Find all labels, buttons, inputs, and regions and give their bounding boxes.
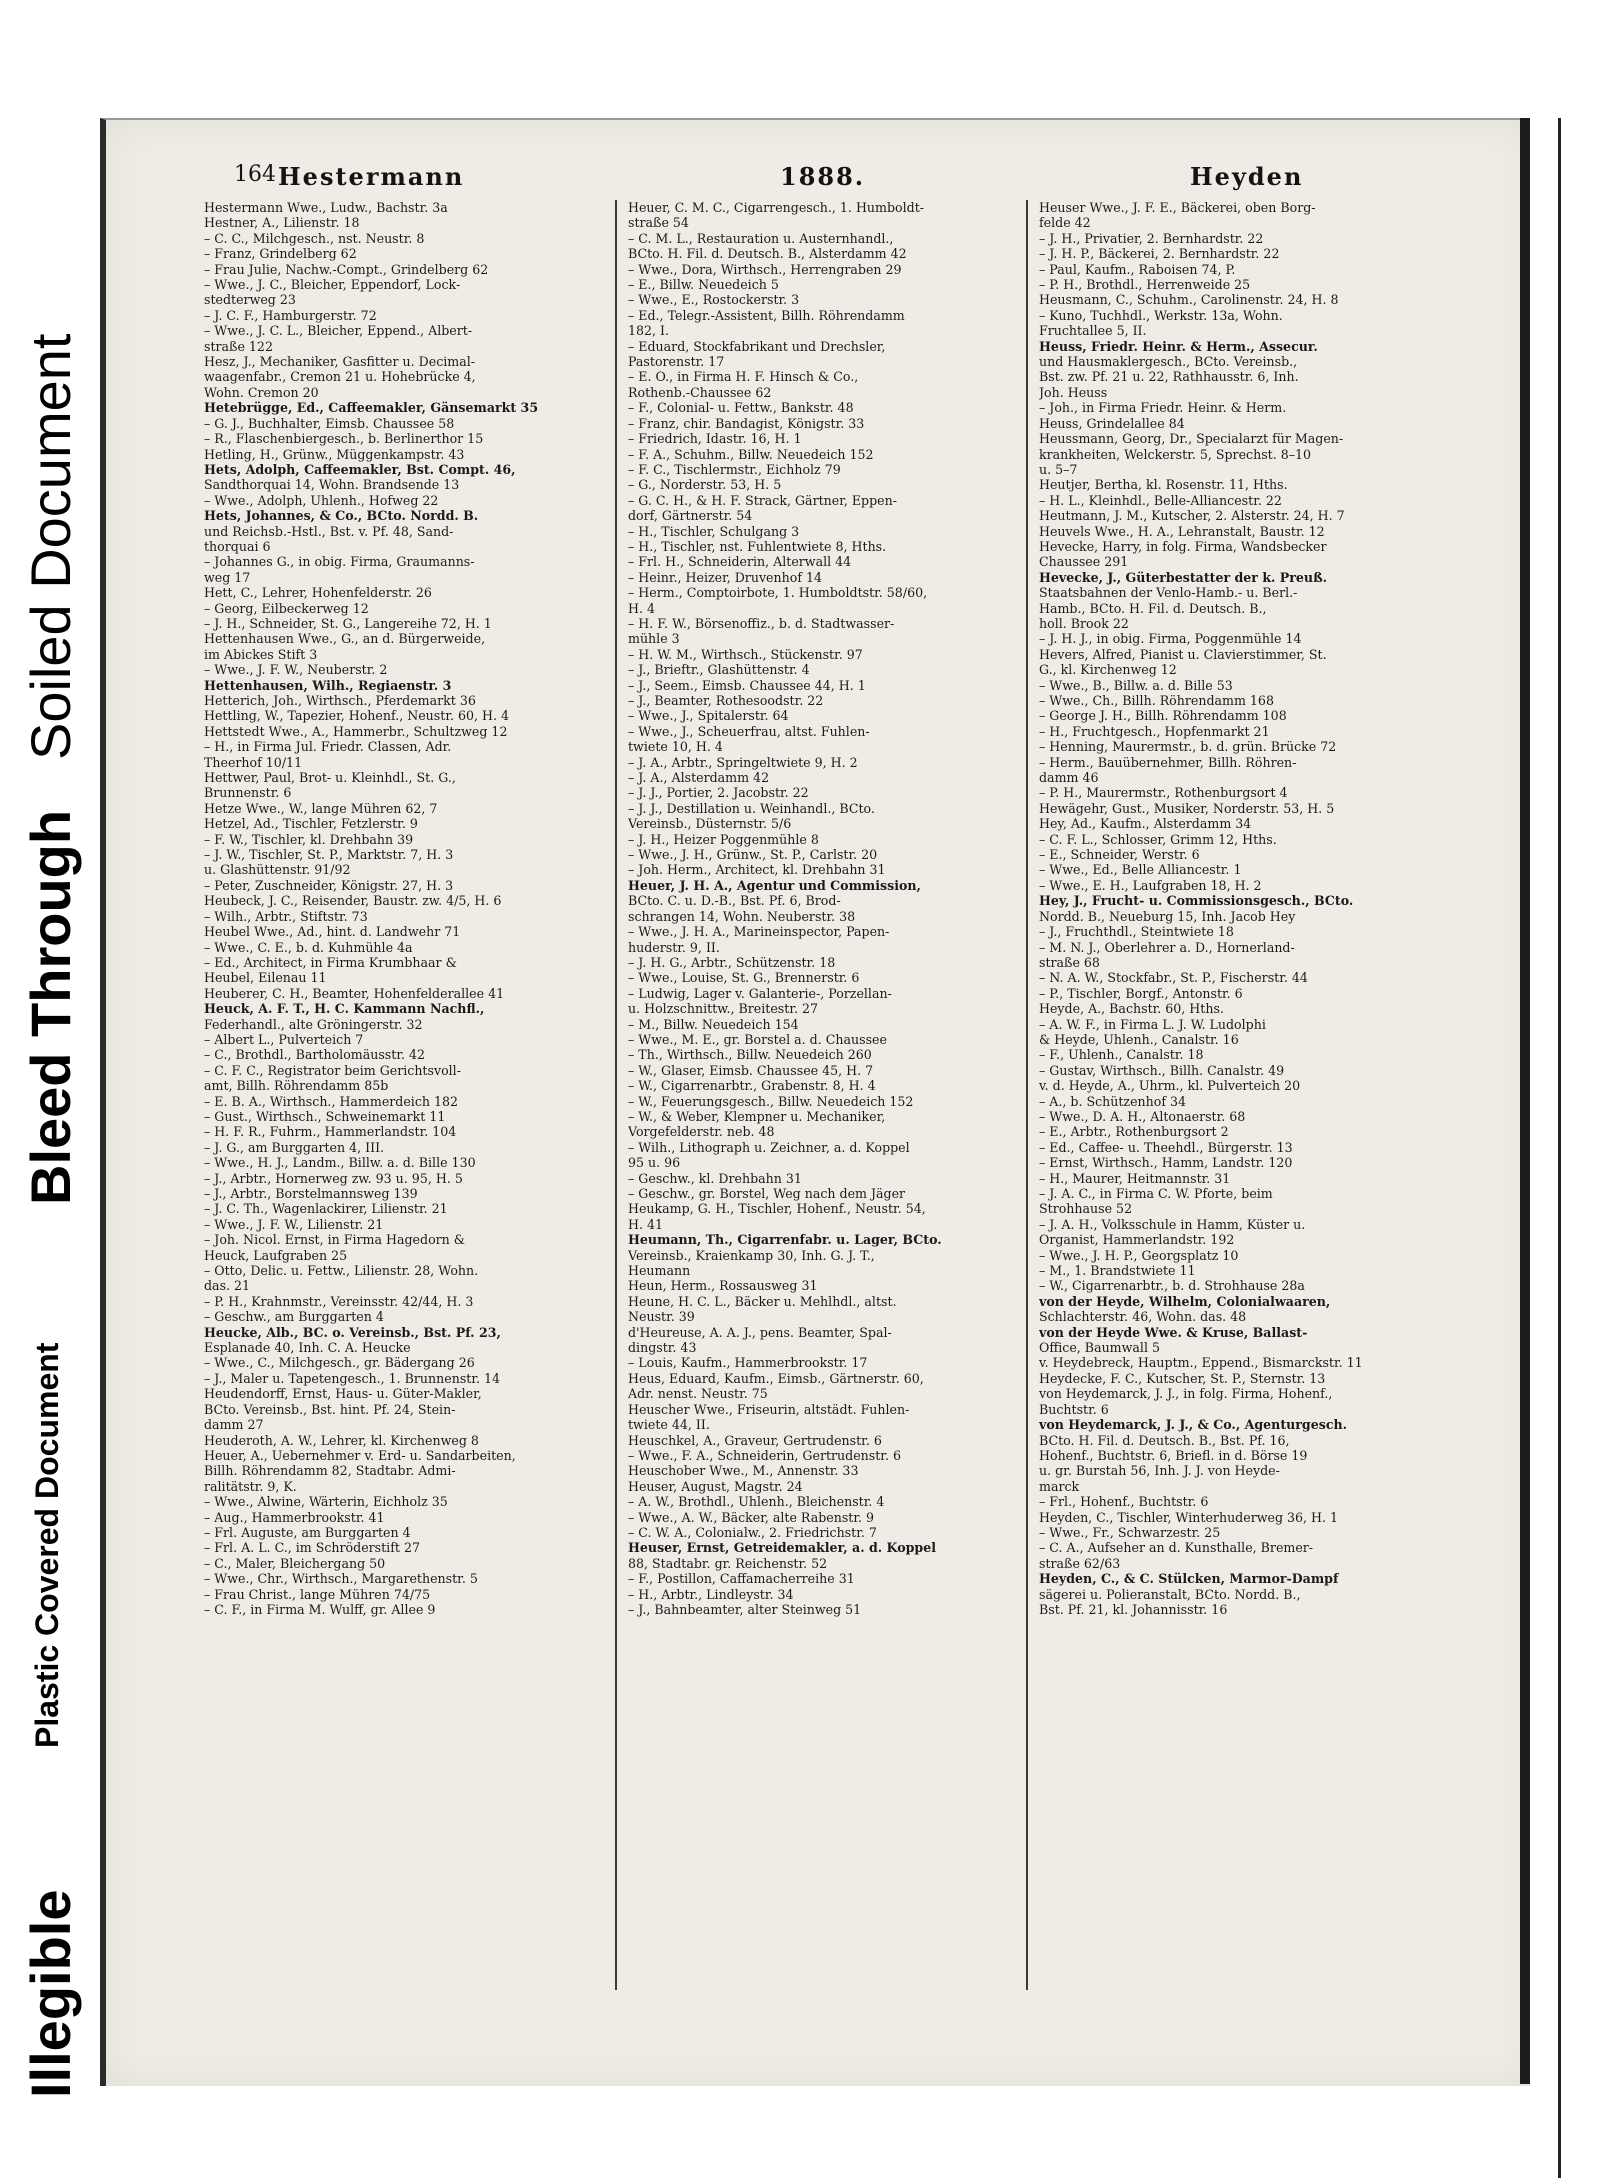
directory-entry: sägerei u. Polieranstalt, BCto. Nordd. B., — [1039, 1586, 1301, 1602]
directory-entry: – P., Tischler, Borgf., Antonstr. 6 — [1039, 985, 1243, 1001]
directory-entry: u. 5–7 — [1039, 461, 1078, 477]
directory-entry: u. Holzschnittw., Breitestr. 27 — [628, 1001, 818, 1017]
directory-entry: – Geschw., am Burggarten 4 — [204, 1309, 384, 1325]
directory-entry: Hets, Johannes, & Co., BCto. Nordd. B. — [204, 508, 479, 524]
directory-entry: – Wwe., Adolph, Uhlenh., Hofweg 22 — [204, 492, 439, 508]
directory-entry: ralitätstr. 9, K. — [204, 1478, 297, 1494]
column-rule — [1026, 200, 1028, 1990]
directory-entry: – M., Billw. Neuedeich 154 — [628, 1016, 799, 1032]
directory-entry: Hettenhausen, Wilh., Regiaenstr. 3 — [204, 677, 452, 693]
directory-entry: Heydecke, F. C., Kutscher, St. P., Sternstr. 13 — [1039, 1370, 1326, 1386]
directory-entry: – J. H. P., Bäckerei, 2. Bernhardstr. 22 — [1039, 246, 1280, 262]
directory-entry: – E., Schneider, Werstr. 6 — [1039, 847, 1200, 863]
directory-entry: Heuschober Wwe., M., Annenstr. 33 — [628, 1463, 859, 1479]
directory-entry: Heubeck, J. C., Reisender, Baustr. zw. 4/5, H. 6 — [204, 893, 502, 909]
directory-entry: – J., Beamter, Rothesoodstr. 22 — [628, 693, 824, 708]
page-header — [130, 160, 1304, 200]
directory-entry: – Frl. Auguste, am Burggarten 4 — [204, 1524, 411, 1540]
directory-entry: d'Heureuse, A. A. J., pens. Beamter, Spal- — [628, 1324, 892, 1340]
directory-entry: Heubel, Eilenau 11 — [204, 970, 327, 986]
directory-entry: – H., Tischler, Schulgang 3 — [628, 523, 800, 539]
directory-entry: – Joh. Herm., Architect, kl. Drehbahn 31 — [628, 862, 886, 878]
directory-entry: Hettwer, Paul, Brot- u. Kleinhdl., St. G., — [204, 770, 456, 786]
directory-entry: – J. J., Portier, 2. Jacobstr. 22 — [628, 785, 809, 801]
directory-entry: – J., Seem., Eimsb. Chaussee 44, H. 1 — [628, 677, 866, 693]
directory-entry: – J. H. J., in obig. Firma, Poggenmühle 14 — [1039, 631, 1302, 647]
directory-entry: Heucke, Alb., BC. o. Vereinsb., Bst. Pf. 23, — [204, 1324, 501, 1340]
directory-entry: – W., Cigarrenarbtr., b. d. Strohhause 28a — [1039, 1278, 1305, 1294]
directory-entry: Heun, Herm., Rossausweg 31 — [628, 1278, 818, 1294]
directory-entry: 95 u. 96 — [628, 1155, 681, 1171]
directory-entry: – Wwe., Louise, St. G., Brennerstr. 6 — [628, 970, 860, 986]
directory-entry: Hey, Ad., Kaufm., Alsterdamm 34 — [1039, 816, 1252, 832]
right-running-head: Heyden — [1190, 162, 1304, 191]
directory-entry: – F. C., Tischlermstr., Eichholz 79 — [628, 461, 841, 477]
directory-entry: – Wwe., J. C. L., Bleicher, Eppend., Albert- — [204, 323, 473, 339]
directory-entry: Hevecke, J., Güterbestatter der k. Preuß. — [1039, 569, 1328, 585]
directory-entry: – E., Billw. Neuedeich 5 — [628, 277, 779, 293]
directory-entry: waagenfabr., Cremon 21 u. Hohebrücke 4, — [204, 369, 476, 385]
directory-entry: – Wilh., Lithograph u. Zeichner, a. d. Koppel — [628, 1139, 910, 1155]
directory-entry: – Gust., Wirthsch., Schweinemarkt 11 — [204, 1108, 446, 1124]
directory-entry: Heukamp, G. H., Tischler, Hohenf., Neustr. 54, — [628, 1201, 926, 1217]
directory-entry: Billh. Röhrendamm 82, Stadtabr. Admi- — [204, 1463, 456, 1479]
directory-entry: – R., Flaschenbiergesch., b. Berlinerthor 15 — [204, 431, 484, 447]
bleed-through-label: Bleed Through — [19, 809, 82, 1205]
directory-entry: Hestner, A., Lilienstr. 18 — [204, 215, 360, 231]
directory-entry: – Henning, Maurermstr., b. d. grün. Brücke 72 — [1039, 739, 1337, 755]
directory-entry: – E., Arbtr., Rothenburgsort 2 — [1039, 1124, 1229, 1140]
directory-entry: – G., Norderstr. 53, H. 5 — [628, 477, 782, 493]
directory-entry: – W., & Weber, Klempner u. Mechaniker, — [628, 1108, 886, 1124]
directory-entry: & Heyde, Uhlenh., Canalstr. 16 — [1039, 1031, 1239, 1047]
directory-entry: H. 4 — [628, 600, 656, 616]
directory-entry: Vereinsb., Kraienkamp 30, Inh. G. J. T., — [628, 1247, 875, 1263]
directory-entry: – P. H., Brothdl., Herrenweide 25 — [1039, 277, 1251, 293]
directory-entry: Heuberer, C. H., Beamter, Hohenfelderallee 41 — [204, 985, 505, 1001]
directory-entry: Heyden, C., Tischler, Winterhuderweg 36, H. 1 — [1039, 1509, 1339, 1525]
directory-entry: Heuschkel, A., Graveur, Gertrudenstr. 6 — [628, 1432, 882, 1448]
directory-entry: von Heydemarck, J. J., in folg. Firma, Hohenf., — [1039, 1386, 1333, 1402]
page-number: 164 — [234, 162, 276, 187]
directory-entry: mühle 3 — [628, 631, 680, 647]
directory-entry: – C. C., Milchgesch., nst. Neustr. 8 — [204, 230, 425, 246]
directory-entry: Federhandl., alte Gröningerstr. 32 — [204, 1016, 423, 1032]
directory-entry: – Wwe., B., Billw. a. d. Bille 53 — [1039, 677, 1233, 693]
directory-entry: – E. O., in Firma H. F. Hinsch & Co., — [628, 369, 859, 385]
directory-entry: Wohn. Cremon 20 — [204, 384, 319, 400]
directory-entry: Hohenf., Buchtstr. 6, Briefl. in d. Börse 19 — [1039, 1447, 1308, 1463]
directory-entry: Heubel Wwe., Ad., hint. d. Landwehr 71 — [204, 924, 461, 940]
directory-entry: thorquai 6 — [204, 538, 271, 554]
directory-entry: – Wwe., M. E., gr. Borstel a. d. Chaussee — [628, 1031, 887, 1047]
directory-entry: Hey, J., Frucht- u. Commissionsgesch., BCto. — [1039, 893, 1354, 909]
directory-entry: – H. L., Kleinhdl., Belle-Alliancestr. 22 — [1039, 492, 1282, 508]
directory-entry: Bst. Pf. 21, kl. Johannisstr. 16 — [1039, 1601, 1228, 1617]
directory-entry: BCto. C. u. D.-B., Bst. Pf. 6, Brod- — [628, 893, 841, 909]
directory-entry: u. gr. Burstah 56, Inh. J. J. von Heyde- — [1039, 1463, 1280, 1479]
directory-entry: – J. H. G., Arbtr., Schützenstr. 18 — [628, 954, 836, 970]
directory-entry: – Wwe., J. H. P., Georgsplatz 10 — [1039, 1247, 1239, 1263]
directory-entry: Heuss, Friedr. Heinr. & Herm., Assecur. — [1039, 338, 1318, 354]
directory-entry: – A., b. Schützenhof 34 — [1039, 1093, 1187, 1109]
directory-entry: – Frau Julie, Nachw.-Compt., Grindelberg 62 — [204, 261, 489, 277]
directory-entry: Hewägehr, Gust., Musiker, Norderstr. 53, H. 5 — [1039, 800, 1335, 816]
directory-entry: – H., Tischler, nst. Fuhlentwiete 8, Hths. — [628, 538, 887, 554]
directory-entry: Heuderoth, A. W., Lehrer, kl. Kirchenweg 8 — [204, 1432, 479, 1448]
directory-entry: – Wwe., F. A., Schneiderin, Gertrudenstr. 6 — [628, 1447, 901, 1463]
directory-entry: Joh. Heuss — [1039, 384, 1108, 400]
directory-entry: – Frl. A. L. C., im Schröderstift 27 — [204, 1540, 420, 1556]
directory-entry: – J. G., am Burggarten 4, III. — [204, 1139, 385, 1155]
directory-entry: – H., Maurer, Heitmannstr. 31 — [1039, 1170, 1231, 1186]
directory-entry: von der Heyde, Wilhelm, Colonialwaaren, — [1039, 1293, 1331, 1309]
directory-entry: – Wwe., Fr., Schwarzestr. 25 — [1039, 1524, 1221, 1540]
directory-entry: – J., Fruchthdl., Steintwiete 18 — [1039, 924, 1234, 940]
directory-entry: damm 27 — [204, 1417, 264, 1433]
directory-entry: straße 68 — [1039, 954, 1100, 970]
directory-entry: v. Heydebreck, Hauptm., Eppend., Bismarckstr. 11 — [1039, 1355, 1363, 1371]
condition-stamp — [0, 0, 100, 2177]
directory-entry: straße 122 — [204, 338, 273, 354]
directory-entry: Heuser, August, Magstr. 24 — [628, 1478, 803, 1494]
year-heading: 1888. — [780, 162, 866, 191]
directory-entry: – F., Postillon, Caffamacherreihe 31 — [628, 1571, 855, 1587]
directory-entry: Hevers, Alfred, Pianist u. Clavierstimmer, St. — [1039, 646, 1327, 662]
directory-entry: – P. H., Krahnmstr., Vereinsstr. 42/44, H. 3 — [204, 1293, 474, 1309]
directory-entry: – C. F., in Firma M. Wulff, gr. Allee 9 — [204, 1601, 436, 1617]
column-right — [1039, 200, 1399, 2020]
directory-entry: – Wwe., J. F. W., Neuberstr. 2 — [204, 662, 388, 678]
directory-entry: – Ernst, Wirthsch., Hamm, Landstr. 120 — [1039, 1155, 1293, 1171]
directory-entry: – J. H., Heizer Poggenmühle 8 — [628, 831, 819, 847]
directory-entry: – H. F. R., Fuhrm., Hammerlandstr. 104 — [204, 1124, 457, 1140]
directory-entry: Heudendorff, Ernst, Haus- u. Güter-Makler, — [204, 1386, 482, 1402]
directory-entry: – J. H., Schneider, St. G., Langereihe 72, H. 1 — [204, 615, 492, 631]
directory-entry: – Joh. Nicol. Ernst, in Firma Hagedorn & — [204, 1232, 465, 1248]
directory-entry: – F. W., Tischler, kl. Drehbahn 39 — [204, 831, 414, 847]
directory-entry: – Wilh., Arbtr., Stiftstr. 73 — [204, 908, 368, 924]
directory-entry: Heus, Eduard, Kaufm., Eimsb., Gärtnerstr. 60, — [628, 1370, 924, 1386]
directory-entry: Heuer, A., Uebernehmer v. Erd- u. Sandarbeiten, — [204, 1447, 516, 1463]
directory-entry: von Heydemarck, J. J., & Co., Agenturgesch. — [1039, 1417, 1348, 1433]
directory-entry: Rothenb.-Chaussee 62 — [628, 384, 772, 400]
directory-entry: – J., Maler u. Tapetengesch., 1. Brunnenstr. 14 — [204, 1370, 501, 1386]
directory-entry: Heutmann, J. M., Kutscher, 2. Alsterstr. 24, H. 7 — [1039, 508, 1345, 524]
directory-entry: im Abickes Stift 3 — [204, 646, 318, 662]
directory-entry: Heumann — [628, 1263, 691, 1279]
directory-entry: – W., Feuerungsgesch., Billw. Neuedeich 152 — [628, 1093, 914, 1109]
directory-entry: Sandthorquai 14, Wohn. Brandsende 13 — [204, 477, 460, 493]
directory-entry: – J. C. F., Hamburgerstr. 72 — [204, 307, 377, 323]
directory-entry: – N. A. W., Stockfabr., St. P., Fischerstr. 44 — [1039, 970, 1308, 986]
directory-entry: – Herm., Bauübernehmer, Billh. Röhren- — [1039, 754, 1297, 770]
directory-entry: Pastorenstr. 17 — [628, 354, 725, 370]
directory-entry: Fruchtallee 5, II. — [1039, 323, 1147, 339]
directory-entry: – Joh., in Firma Friedr. Heinr. & Herm. — [1039, 400, 1287, 416]
directory-entry: – Herm., Comptoirbote, 1. Humboldtstr. 58/60, — [628, 585, 928, 601]
directory-entry: – M., 1. Brandstwiete 11 — [1039, 1263, 1196, 1279]
directory-entry: Hettling, W., Tapezier, Hohenf., Neustr. 60, H. 4 — [204, 708, 509, 724]
plastic-covered-label: Plastic Covered Document — [29, 1342, 65, 1748]
directory-entry: dorf, Gärtnerstr. 54 — [628, 508, 753, 524]
directory-entry: – A. W. F., in Firma L. J. W. Ludolphi — [1039, 1016, 1266, 1032]
directory-entry: Vorgefelderstr. neb. 48 — [628, 1124, 775, 1140]
directory-entry: – Kuno, Tuchhdl., Werkstr. 13a, Wohn. — [1039, 307, 1283, 323]
directory-entry: – M. N. J., Oberlehrer a. D., Hornerland- — [1039, 939, 1295, 955]
directory-entry: – C., Brothdl., Bartholomäusstr. 42 — [204, 1047, 425, 1063]
directory-entry: – F. A., Schuhm., Billw. Neuedeich 152 — [628, 446, 874, 462]
directory-entry: dingstr. 43 — [628, 1340, 697, 1356]
next-page-edge — [1530, 118, 1600, 2178]
directory-entry: – C. F. L., Schlosser, Grimm 12, Hths. — [1039, 831, 1277, 847]
directory-entry: Heuer, J. H. A., Agentur und Commission, — [628, 877, 921, 893]
directory-entry: – Wwe., Alwine, Wärterin, Eichholz 35 — [204, 1494, 448, 1510]
directory-entry: – Wwe., J., Spitalerstr. 64 — [628, 708, 789, 724]
column-rule — [615, 200, 617, 1990]
directory-entry: – Geschw., gr. Borstel, Weg nach dem Jäger — [628, 1186, 906, 1201]
directory-entry: – Ed., Caffee- u. Theehdl., Bürgerstr. 13 — [1039, 1139, 1293, 1155]
directory-entry: u. Glashüttenstr. 91/92 — [204, 862, 351, 878]
directory-entry: Heusmann, C., Schuhm., Carolinenstr. 24, H. 8 — [1039, 292, 1339, 308]
directory-entry: Hetling, H., Grünw., Müggenkampstr. 43 — [204, 446, 465, 462]
directory-entry: Heutjer, Bertha, kl. Rosenstr. 11, Hths. — [1039, 477, 1288, 493]
directory-entry: Bst. zw. Pf. 21 u. 22, Rathhausstr. 6, Inh. — [1039, 369, 1299, 385]
directory-entry: G., kl. Kirchenweg 12 — [1039, 662, 1177, 678]
directory-entry: Adr. nenst. Neustr. 75 — [628, 1386, 768, 1402]
directory-entry: – J. W., Tischler, St. P., Marktstr. 7, H. 3 — [204, 847, 454, 863]
directory-entry: – Ed., Architect, in Firma Krumbhaar & — [204, 954, 457, 970]
directory-entry: holl. Brook 22 — [1039, 615, 1129, 631]
directory-entry: Hesz, J., Mechaniker, Gasfitter u. Decimal- — [204, 354, 476, 370]
directory-entry: Hett, C., Lehrer, Hohenfelderstr. 26 — [204, 585, 432, 601]
directory-entry: das. 21 — [204, 1278, 251, 1294]
directory-entry: – J., Bahnbeamter, alter Steinweg 51 — [628, 1601, 862, 1617]
illegible-label: Illegible — [19, 1889, 82, 2098]
directory-entry: – H. F. W., Börsenoffiz., b. d. Stadtwasser- — [628, 615, 895, 631]
directory-entry: – Gustav, Wirthsch., Billh. Canalstr. 49 — [1039, 1062, 1285, 1078]
directory-entry: Heussmann, Georg, Dr., Specialarzt für Magen- — [1039, 431, 1344, 447]
directory-entry: – Frl., Hohenf., Buchtstr. 6 — [1039, 1494, 1209, 1510]
column-middle — [628, 200, 988, 2020]
column-left — [204, 200, 564, 2020]
directory-entry: Hettenhausen Wwe., G., an d. Bürgerweide, — [204, 631, 486, 647]
directory-entry: – Wwe., Chr., Wirthsch., Margarethenstr. 5 — [204, 1571, 478, 1587]
directory-entry: – Frau Christ., lange Mühren 74/75 — [204, 1586, 431, 1602]
directory-entry: marck — [1039, 1478, 1080, 1494]
directory-entry: Strohhause 52 — [1039, 1201, 1133, 1217]
directory-entry: – A. W., Brothdl., Uhlenh., Bleichenstr. 4 — [628, 1494, 885, 1510]
directory-entry: – Franz, chir. Bandagist, Königstr. 33 — [628, 415, 865, 431]
directory-entry: Buchtstr. 6 — [1039, 1401, 1109, 1417]
directory-entry: Heumann, Th., Cigarrenfabr. u. Lager, BCto. — [628, 1232, 942, 1248]
directory-entry: 182, I. — [628, 323, 670, 339]
directory-entry: – G. J., Buchhalter, Eimsb. Chaussee 58 — [204, 415, 455, 431]
directory-entry: – Friedrich, Idastr. 16, H. 1 — [628, 431, 802, 447]
directory-entry: – Peter, Zuschneider, Königstr. 27, H. 3 — [204, 877, 454, 893]
directory-entry: Heuvels Wwe., H. A., Lehranstalt, Baustr. 12 — [1039, 523, 1325, 539]
directory-entry: – Georg, Eilbeckerweg 12 — [204, 600, 369, 616]
directory-entry: – Wwe., J. F. W., Lilienstr. 21 — [204, 1216, 384, 1232]
directory-entry: von der Heyde Wwe. & Kruse, Ballast- — [1039, 1324, 1308, 1340]
directory-entry: Hestermann Wwe., Ludw., Bachstr. 3a — [204, 200, 448, 215]
directory-entry: – Wwe., J. H., Grünw., St. P., Carlstr. 20 — [628, 847, 878, 863]
directory-entry: – Frl. H., Schneiderin, Alterwall 44 — [628, 554, 852, 570]
directory-entry: – H. W. M., Wirthsch., Stückenstr. 97 — [628, 646, 863, 662]
directory-entry: – Wwe., C., Milchgesch., gr. Bädergang 26 — [204, 1355, 475, 1371]
directory-entry: – P. H., Maurermstr., Rothenburgsort 4 — [1039, 785, 1288, 801]
directory-entry: weg 17 — [204, 569, 251, 585]
directory-entry: – Geschw., kl. Drehbahn 31 — [628, 1170, 802, 1186]
directory-entry: – Wwe., Ed., Belle Alliancestr. 1 — [1039, 862, 1242, 878]
directory-entry: – J. A. C., in Firma C. W. Pforte, beim — [1039, 1186, 1273, 1201]
directory-entry: – H., Fruchtgesch., Hopfenmarkt 21 — [1039, 723, 1270, 739]
directory-entry: – Wwe., E. H., Laufgraben 18, H. 2 — [1039, 877, 1262, 893]
directory-entry: Schlachterstr. 46, Wohn. das. 48 — [1039, 1309, 1247, 1325]
directory-entry: – J. C. Th., Wagenlackirer, Lilienstr. 21 — [204, 1201, 448, 1217]
directory-entry: felde 42 — [1039, 215, 1091, 231]
directory-entry: Esplanade 40, Inh. C. A. Heucke — [204, 1340, 411, 1356]
directory-entry: Hamb., BCto. H. Fil. d. Deutsch. B., — [1039, 600, 1267, 616]
directory-entry: – Aug., Hammerbrookstr. 41 — [204, 1509, 385, 1525]
directory-entry: – J., Arbtr., Hornerweg zw. 93 u. 95, H. 5 — [204, 1170, 463, 1186]
directory-entry: – J., Arbtr., Borstelmannsweg 139 — [204, 1186, 418, 1201]
directory-entry: – Wwe., D. A. H., Altonaerstr. 68 — [1039, 1108, 1246, 1124]
page-edge — [1520, 118, 1530, 2084]
directory-entry: v. d. Heyde, A., Uhrm., kl. Pulverteich 20 — [1039, 1078, 1301, 1094]
directory-entry: – J. J., Destillation u. Weinhandl., BCto. — [628, 800, 875, 816]
directory-entry: – J. A., Arbtr., Springeltwiete 9, H. 2 — [628, 754, 858, 770]
directory-entry: Chaussee 291 — [1039, 554, 1129, 570]
directory-entry: Heyden, C., & C. Stülcken, Marmor-Dampf — [1039, 1571, 1339, 1587]
directory-entry: – Franz, Grindelberg 62 — [204, 246, 357, 262]
directory-entry: Heuck, Laufgraben 25 — [204, 1247, 348, 1263]
directory-entry: – Wwe., J. C., Bleicher, Eppendorf, Lock- — [204, 277, 461, 293]
directory-entry: Heuser, Ernst, Getreidemakler, a. d. Koppel — [628, 1540, 937, 1556]
directory-entry: – C. W. A., Colonialw., 2. Friedrichstr. 7 — [628, 1524, 877, 1540]
directory-entry: twiete 44, II. — [628, 1417, 710, 1433]
directory-entry: BCto. H. Fil. d. Deutsch. B., Alsterdamm 42 — [628, 246, 907, 262]
directory-entry: – Paul, Kaufm., Raboisen 74, P. — [1039, 261, 1236, 277]
directory-entry: Brunnenstr. 6 — [204, 785, 292, 801]
directory-entry: Heune, H. C. L., Bäcker u. Mehlhdl., altst. — [628, 1293, 897, 1309]
directory-entry: Hetze Wwe., W., lange Mühren 62, 7 — [204, 800, 438, 816]
directory-entry: Office, Baumwall 5 — [1039, 1340, 1160, 1356]
directory-entry: – C. M. L., Restauration u. Austernhandl., — [628, 230, 894, 246]
directory-entry: – Wwe., C. E., b. d. Kuhmühle 4a — [204, 939, 413, 955]
directory-entry: – H., in Firma Jul. Friedr. Classen, Adr. — [204, 739, 452, 755]
directory-entry: Hetterich, Joh., Wirthsch., Pferdemarkt 36 — [204, 693, 476, 708]
directory-entry: Heyde, A., Bachstr. 60, Hths. — [1039, 1001, 1224, 1017]
directory-entry: – W., Glaser, Eimsb. Chaussee 45, H. 7 — [628, 1062, 874, 1078]
directory-entry: Hetebrügge, Ed., Caffeemakler, Gänsemarkt 35 — [204, 400, 539, 416]
directory-entry: – E. B. A., Wirthsch., Hammerdeich 182 — [204, 1093, 459, 1109]
directory-entry: – F., Uhlenh., Canalstr. 18 — [1039, 1047, 1204, 1063]
directory-entry: – J. H., Privatier, 2. Bernhardstr. 22 — [1039, 230, 1264, 246]
directory-entry: – C., Maler, Bleichergang 50 — [204, 1555, 386, 1571]
directory-entry: – Eduard, Stockfabrikant und Drechsler, — [628, 338, 886, 354]
directory-entry: – J., Brieftr., Glashüttenstr. 4 — [628, 662, 810, 678]
directory-entry: – Johannes G., in obig. Firma, Graumanns- — [204, 554, 475, 570]
directory-entry: – Wwe., Dora, Wirthsch., Herrengraben 29 — [628, 261, 902, 277]
directory-entry: 88, Stadtabr. gr. Reichenstr. 52 — [628, 1555, 828, 1571]
directory-entry: krankheiten, Welckerstr. 5, Sprechst. 8–10 — [1039, 446, 1312, 462]
directory-entry: – Wwe., J., Scheuerfrau, altst. Fuhlen- — [628, 723, 870, 739]
directory-entry: Staatsbahnen der Venlo-Hamb.- u. Berl.- — [1039, 585, 1298, 601]
directory-entry: H. 41 — [628, 1216, 664, 1232]
directory-entry: BCto. Vereinsb., Bst. hint. Pf. 24, Stein- — [204, 1401, 456, 1417]
directory-entry: stedterweg 23 — [204, 292, 296, 308]
directory-entry: – J. A., Alsterdamm 42 — [628, 770, 770, 786]
directory-entry: – W., Cigarrenarbtr., Grabenstr. 8, H. 4 — [628, 1078, 876, 1094]
directory-entry: – F., Colonial- u. Fettw., Bankstr. 48 — [628, 400, 854, 416]
directory-entry: Theerhof 10/11 — [204, 754, 303, 770]
directory-entry: huderstr. 9, II. — [628, 939, 720, 955]
directory-entry: straße 62/63 — [1039, 1555, 1121, 1571]
directory-entry: straße 54 — [628, 215, 689, 231]
directory-entry: – Wwe., H. J., Landm., Billw. a. d. Bille 130 — [204, 1155, 476, 1171]
directory-entry: Heuck, A. F. T., H. C. Kammann Nachfl., — [204, 1001, 485, 1017]
directory-entry: – Heinr., Heizer, Druvenhof 14 — [628, 569, 823, 585]
soiled-document-label: Soiled Document — [19, 333, 82, 760]
directory-entry: Neustr. 39 — [628, 1309, 695, 1325]
directory-entry: – Wwe., Ch., Billh. Röhrendamm 168 — [1039, 693, 1274, 708]
directory-entry: – Wwe., E., Rostockerstr. 3 — [628, 292, 800, 308]
directory-entry: BCto. H. Fil. d. Deutsch. B., Bst. Pf. 16, — [1039, 1432, 1290, 1448]
directory-entry: – Ludwig, Lager v. Galanterie-, Porzellan- — [628, 985, 892, 1001]
directory-entry: damm 46 — [1039, 770, 1099, 786]
directory-entry: Heuer, C. M. C., Cigarrengesch., 1. Humboldt- — [628, 200, 925, 215]
directory-entry: amt, Billh. Röhrendamm 85b — [204, 1078, 389, 1094]
directory-entry: twiete 10, H. 4 — [628, 739, 723, 755]
directory-entry: – C. A., Aufseher an d. Kunsthalle, Bremer- — [1039, 1540, 1314, 1556]
directory-entry: und Reichsb.-Hstl., Bst. v. Pf. 48, Sand- — [204, 523, 454, 539]
directory-entry: und Hausmaklergesch., BCto. Vereinsb., — [1039, 354, 1298, 370]
directory-entry: Hets, Adolph, Caffeemakler, Bst. Compt. 46, — [204, 461, 516, 477]
directory-entry: schrangen 14, Wohn. Neuberstr. 38 — [628, 908, 856, 924]
directory-entry: Heuser Wwe., J. F. E., Bäckerei, oben Borg- — [1039, 200, 1316, 215]
directory-entry: Vereinsb., Düsternstr. 5/6 — [628, 816, 792, 832]
directory-entry: Hetzel, Ad., Tischler, Fetzlerstr. 9 — [204, 816, 418, 832]
directory-entry: Heuscher Wwe., Friseurin, altstädt. Fuhlen- — [628, 1401, 910, 1417]
left-running-head: Hestermann — [278, 162, 465, 191]
directory-entry: – G. C. H., & H. F. Strack, Gärtner, Eppen- — [628, 492, 897, 508]
directory-entry: Hevecke, Harry, in folg. Firma, Wandsbecker — [1039, 538, 1327, 554]
directory-entry: – C. F. C., Registrator beim Gerichtsvoll- — [204, 1062, 461, 1078]
directory-entry: Heuss, Grindelallee 84 — [1039, 415, 1185, 431]
directory-entry: – Albert L., Pulverteich 7 — [204, 1031, 364, 1047]
directory-entry: Hettstedt Wwe., A., Hammerbr., Schultzweg 12 — [204, 723, 508, 739]
columns-container — [204, 200, 1363, 2020]
directory-entry: – Th., Wirthsch., Billw. Neuedeich 260 — [628, 1047, 872, 1063]
directory-entry: – Louis, Kaufm., Hammerbrookstr. 17 — [628, 1355, 868, 1371]
directory-entry: Organist, Hammerlandstr. 192 — [1039, 1232, 1235, 1248]
directory-entry: – Otto, Delic. u. Fettw., Lilienstr. 28, Wohn. — [204, 1263, 479, 1279]
directory-entry: – J. A. H., Volksschule in Hamm, Küster u. — [1039, 1216, 1306, 1232]
directory-entry: – Ed., Telegr.-Assistent, Billh. Röhrendamm — [628, 307, 905, 323]
directory-entry: – Wwe., J. H. A., Marineinspector, Papen- — [628, 924, 890, 940]
directory-entry: – H., Arbtr., Lindleystr. 34 — [628, 1586, 794, 1602]
directory-entry: Nordd. B., Neueburg 15, Inh. Jacob Hey — [1039, 908, 1296, 924]
directory-entry: – Wwe., A. W., Bäcker, alte Rabenstr. 9 — [628, 1509, 875, 1525]
directory-entry: – George J. H., Billh. Röhrendamm 108 — [1039, 708, 1287, 724]
